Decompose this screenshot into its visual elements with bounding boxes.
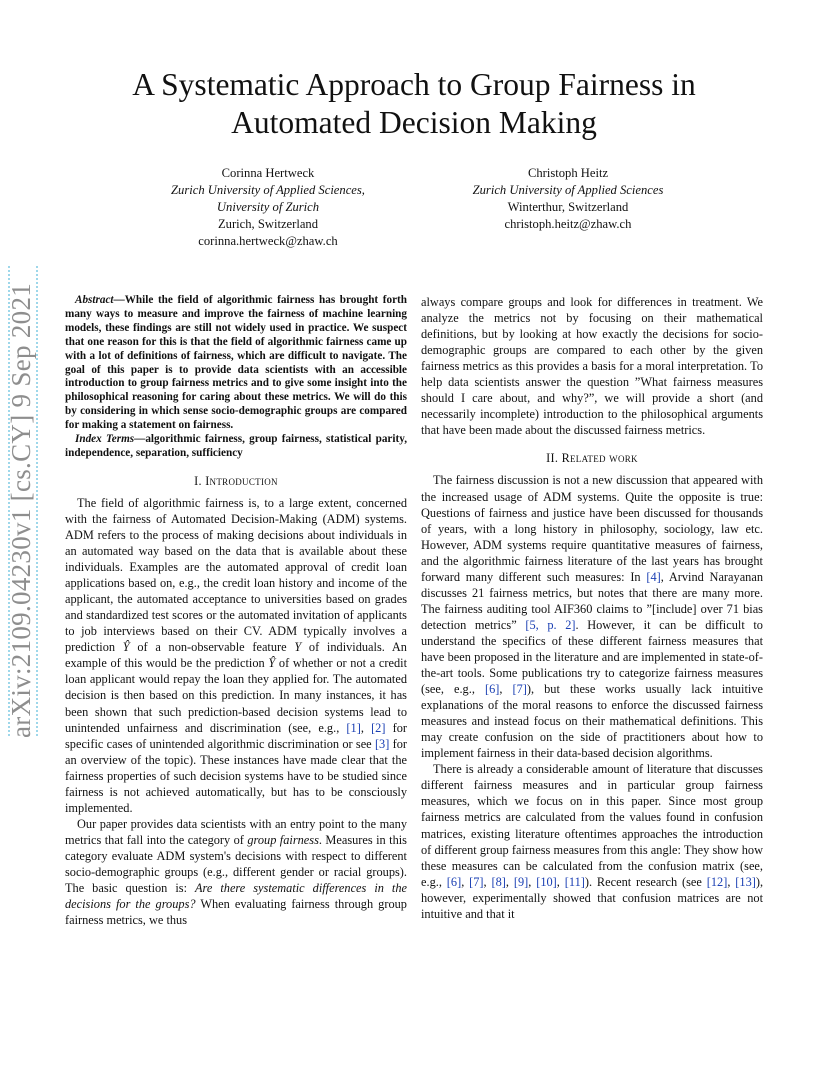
author-email[interactable]: christoph.heitz@zhaw.ch xyxy=(504,217,632,231)
text-run: ), however, experimentally showed that confusion matrices are not intuitive and that it xyxy=(421,874,764,921)
abstract-text: —While the field of algorithmic fairness has brought forth many ways to measure and improve the fairness of machine learning models, these findings are still not widely used in practice. We suspect that one reason for this is that the field of algorithmic fairness came up with a lot of definitions of fairness, which are difficult to navigate. The goal of this paper is to provide data scientists with an accessible introduction to group fairness metrics and to give some insight into the philosophical reasoning for caring about these metrics. We will do this by considering in which sense socio-demographic groups are compared for making a statement on fairness. xyxy=(65,294,407,432)
author-block-1 xyxy=(128,165,408,250)
text-run: . However, it can be difficult to understand the specifics of these different fairness measures that have been proposed in the literature and are implemented in state-of-the-art tools. Some publications try to categorize fairness measures (see, e.g., xyxy=(421,617,763,697)
author-location: Zurich, Switzerland xyxy=(217,217,319,231)
author-affiliation: Zurich University of Applied Sciences, xyxy=(171,183,365,197)
text-run: for an overview of the topic). These instances have made clear that the fairness properties of such decision systems have to be studied since fairness is not achieved automatically, but has to be consciously implemented. xyxy=(65,736,408,815)
section-title: Related work xyxy=(561,451,638,466)
text-run: , xyxy=(727,874,736,889)
text-run: of a non-observable feature xyxy=(129,640,295,655)
citation-link[interactable]: [7] xyxy=(469,874,484,889)
math-yhat: Ŷ xyxy=(122,640,130,655)
author-block-2 xyxy=(428,165,708,233)
paragraph xyxy=(65,816,407,928)
text-run: When evaluating fairness through group fairness metrics, we thus xyxy=(65,897,407,928)
author-affiliation-2: University of Zurich xyxy=(216,200,320,214)
author-name: Christoph Heitz xyxy=(527,166,609,180)
author-affiliation: Zurich University of Applied Sciences xyxy=(472,183,664,197)
citation-link[interactable]: [7] xyxy=(512,682,527,697)
text-run: . Measures in this category evaluate ADM system's decisions with respect to different socio-demographic groups (e.g., different gender or racial groups). The basic question is: xyxy=(65,832,407,896)
text-run: of individuals. An example of this would be the prediction xyxy=(65,640,407,671)
text-run: for specific cases of unintended algorithmic discrimination or see xyxy=(65,720,408,751)
text-run: The field of algorithmic fairness is, to a large extent, concerned with the fairness of Automated Decision-Making (ADM) systems. ADM refers to the process of making decisions about individuals in an automated way based on the data that is available about these individuals. Examples are the automated approval of credit loan applications based on, e.g., the credit loan history and income of the applicant, the automated acceptance to universities based on grades and standardized test scores or the automated invitation of applicants to job interviews based on their CV. ADM typically involves a prediction xyxy=(65,495,407,655)
abstract xyxy=(65,294,407,433)
text-run: , xyxy=(505,874,514,889)
author-email[interactable]: corinna.hertweck@zhaw.ch xyxy=(198,234,338,248)
text-run: , Arvind Narayanan discusses 21 fairness metrics, but notes that there are many more. The fairness auditing tool AIF360 claims to ”[include] over 71 bias detection metrics” xyxy=(421,569,763,632)
citation-link[interactable]: [9] xyxy=(513,874,529,889)
citation-link[interactable]: [4] xyxy=(646,569,661,584)
text-run: There is already a considerable amount of literature that discusses different fairness measures and in particular group fairness measures, which we focus on in this paper. Since most group fairness metrics are calculated from the values found in confusion matrices, existing literature oftentimes approaches the introduction of different group fairness measures from this angle: They show how these measures can be calculated from the confusion matrix (see, e.g., xyxy=(421,762,763,889)
author-name: Corinna Hertweck xyxy=(221,166,315,180)
arxiv-stamp[interactable]: arXiv:2109.04230v1 [cs.CY] 9 Sep 2021 xyxy=(6,282,36,738)
index-terms-text: —algorithmic fairness, group fairness, statistical parity, independence, separation, sufficiency xyxy=(65,433,407,459)
text-run: Our paper provides data scientists with an entry point to the many metrics that fall into the category of xyxy=(65,816,407,847)
paragraph xyxy=(421,472,763,761)
citation-link[interactable]: [5, p. 2] xyxy=(525,617,576,632)
math-y: Y xyxy=(294,640,302,655)
author-location: Winterthur, Switzerland xyxy=(507,200,629,214)
paragraph xyxy=(421,761,763,921)
section-title: Introduction xyxy=(205,473,278,488)
paragraph xyxy=(65,495,407,816)
section-number: I. xyxy=(194,473,206,488)
text-run: ), but these works usually lack intuitive explanations of the moral reasons to enforce the discussed fairness measures and instead focus on their mathematical definitions. This may create confusion on the side of practitioners about how to implement fairness in their data-based decision algorithms. xyxy=(421,682,763,761)
citation-link[interactable]: [6] xyxy=(484,682,500,697)
text-run: , xyxy=(461,874,470,889)
math-yhat: Ŷ xyxy=(268,656,276,671)
index-terms xyxy=(65,433,407,461)
text-run: The fairness discussion is not a new discussion that appeared with the increased usage of ADM systems. Quite the opposite is true: Questions of fairness and justice have been discussed for thousands of years, with a long history in philosophy, sociology, law etc. However, ADM systems require quantitative measures of fairness, and the algorithmic fairness literature of the last years has brought forward many different such measures: In xyxy=(421,473,763,584)
abstract-lead: Abstract xyxy=(75,294,114,306)
text-run: of whether or not a credit loan applicant would repay the loan they applied for. The automated decision is then based on this prediction. In many instances, it has been shown that such prediction-based decision systems lead to unintended unfairness and discrimination (see, e.g., xyxy=(65,656,408,735)
citation-link[interactable]: [12] xyxy=(706,874,728,889)
section-number: II. xyxy=(546,451,562,466)
citation-link[interactable]: [1] xyxy=(346,720,361,735)
citation-link[interactable]: [10] xyxy=(536,874,557,889)
emphasis: group fairness xyxy=(247,832,319,847)
text-run: , xyxy=(499,682,513,697)
text-run: , xyxy=(483,874,492,889)
section-heading-related-work xyxy=(421,450,763,466)
citation-link[interactable]: [3] xyxy=(374,736,390,751)
index-terms-lead: Index Terms xyxy=(75,433,135,446)
citation-link[interactable]: [8] xyxy=(491,874,506,889)
paper-title: A Systematic Approach to Group Fairness in Automated Decision Making xyxy=(132,67,696,140)
text-run: , xyxy=(360,720,372,735)
citation-link[interactable]: [13] xyxy=(735,874,756,889)
emphasis: Are there systematic differences in the decisions for the groups? xyxy=(65,881,407,912)
left-column xyxy=(65,294,407,928)
text-run: , xyxy=(528,874,537,889)
text-run: ). Recent research (see xyxy=(584,874,707,889)
citation-link[interactable]: [2] xyxy=(371,720,386,735)
citation-link[interactable]: [6] xyxy=(446,874,462,889)
paragraph: always compare groups and look for differences in treatment. We analyze the metrics not by focusing on their mathematical definitions, but by looking at how exactly the decisions for socio-demographic groups are compared to each other by the given fairness metrics as this provides a basis for a moral interpretation. To help data scientists answer the question ”What fairness measures should I care about, and why?”, we will provide a short (and necessarily incomplete) introduction to the philosophical arguments that have been made about the discussed fairness metrics. xyxy=(421,295,763,438)
citation-link[interactable]: [11] xyxy=(564,874,585,889)
right-column xyxy=(421,294,763,922)
text-run: , xyxy=(556,874,565,889)
section-heading-introduction xyxy=(65,473,407,489)
